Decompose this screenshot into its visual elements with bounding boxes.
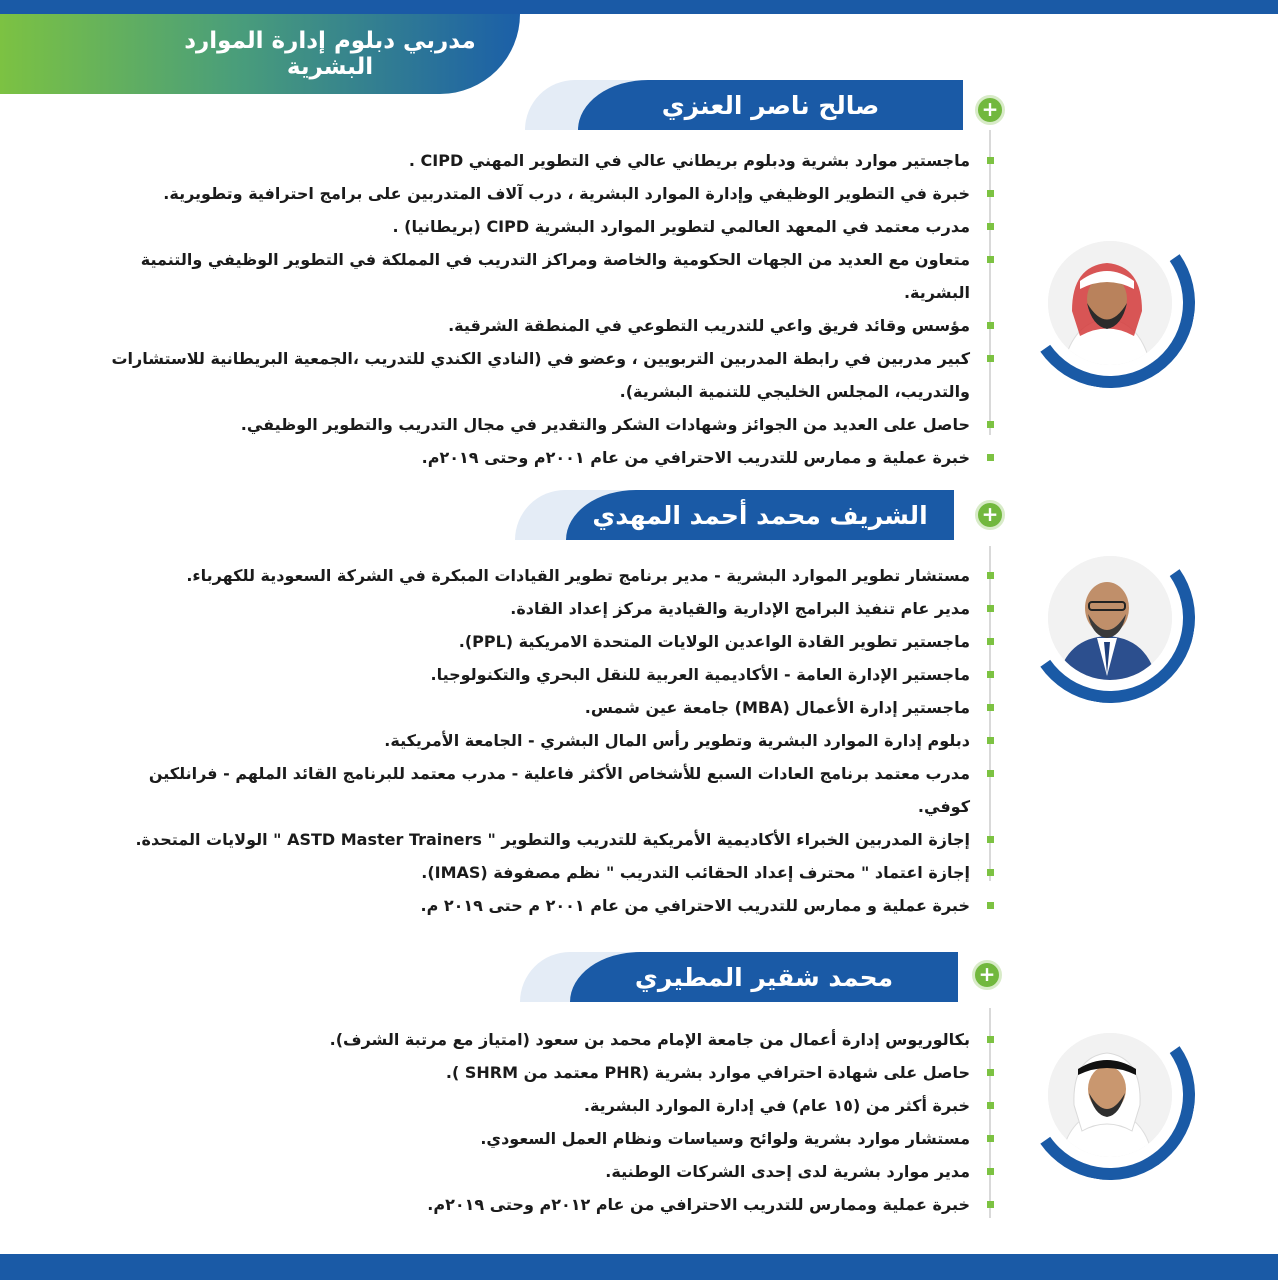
trainer-section-3 — [0, 950, 1278, 1230]
list-item: ماجستير تطوير القادة الواعدين الولايات المتحدة الامريكية (PPL). — [92, 625, 972, 658]
plus-icon: + — [972, 960, 1002, 990]
timeline-line — [989, 130, 991, 435]
list-item: مستشار موارد بشرية ولوائح وسياسات ونظام العمل السعودي. — [92, 1122, 972, 1155]
list-item: كبير مدربين في رابطة المدربين التربويين ، وعضو في (النادي الكندي للتدريب ،الجمعية البريطانية للاستشارات والتدريب، المجلس الخليجي للتنمية البشرية). — [92, 342, 972, 408]
trainer-name: الشريف محمد أحمد المهدي — [592, 500, 928, 530]
plus-icon: + — [975, 500, 1005, 530]
list-item: ماجستير الإدارة العامة - الأكاديمية العربية للنقل البحري والتكنولوجيا. — [92, 658, 972, 691]
list-item: ماجستير إدارة الأعمال (MBA) جامعة عين شمس. — [92, 691, 972, 724]
list-item: مدير عام تنفيذ البرامج الإدارية والقيادية مركز إعداد القادة. — [92, 592, 972, 625]
trainer-section-2 — [0, 488, 1278, 915]
qualification-list — [92, 144, 972, 474]
plus-icon: + — [975, 95, 1005, 125]
top-bar — [0, 0, 1278, 14]
list-item: مدرب معتمد في المعهد العالمي لتطوير الموارد البشرية CIPD (بريطانيا) . — [92, 210, 972, 243]
trainer-photo-frame — [1025, 218, 1195, 388]
list-item: خبرة أكثر من (١٥ عام) في إدارة الموارد البشرية. — [92, 1089, 972, 1122]
timeline-line — [989, 546, 991, 881]
list-item: خبرة عملية و ممارس للتدريب الاحترافي من عام ٢٠٠١ م حتى ٢٠١٩ م. — [92, 889, 972, 922]
trainer-name-banner — [578, 80, 963, 130]
list-item: مدير موارد بشرية لدى إحدى الشركات الوطنية. — [92, 1155, 972, 1188]
qualification-list — [92, 559, 972, 922]
trainer-name-banner — [566, 490, 954, 540]
list-item: مؤسس وقائد فريق واعي للتدريب التطوعي في المنطقة الشرقية. — [92, 309, 972, 342]
trainer-name-banner — [570, 952, 958, 1002]
list-item: حاصل على شهادة احترافي موارد بشرية (PHR معتمد من SHRM ). — [92, 1056, 972, 1089]
list-item: إجازة المدربين الخبراء الأكاديمية الأمريكية للتدريب والتطوير " ASTD Master Trainers " الولايات المتحدة. — [92, 823, 972, 856]
list-item: خبرة في التطوير الوظيفي وإدارة الموارد البشرية ، درب آلاف المتدربين على برامج احترافية وتطويرية. — [92, 177, 972, 210]
list-item: ماجستير موارد بشرية ودبلوم بريطاني عالي في التطوير المهني CIPD . — [92, 144, 972, 177]
trainer-photo-frame — [1025, 533, 1195, 703]
list-item: متعاون مع العديد من الجهات الحكومية والخاصة ومراكز التدريب في المملكة في التطوير الوظيفي والتنمية البشرية. — [92, 243, 972, 309]
list-item: دبلوم إدارة الموارد البشرية وتطوير رأس المال البشري - الجامعة الأمريكية. — [92, 724, 972, 757]
list-item: بكالوريوس إدارة أعمال من جامعة الإمام محمد بن سعود (امتياز مع مرتبة الشرف). — [92, 1023, 972, 1056]
list-item: خبرة عملية و ممارس للتدريب الاحترافي من عام ٢٠٠١م وحتى ٢٠١٩م. — [92, 441, 972, 474]
trainer-section-1 — [0, 78, 1278, 467]
page-title: مدربي دبلوم إدارة الموارد البشرية — [184, 28, 476, 80]
trainer-photo — [1045, 238, 1175, 368]
trainer-photo — [1045, 1030, 1175, 1160]
list-item: حاصل على العديد من الجوائز وشهادات الشكر والتقدير في مجال التدريب والتطوير الوظيفي. — [92, 408, 972, 441]
list-item: مدرب معتمد برنامج العادات السبع للأشخاص الأكثر فاعلية - مدرب معتمد للبرنامج القائد الملهم - فرانلكين كوفي. — [92, 757, 972, 823]
list-item: إجازة اعتماد " محترف إعداد الحقائب التدريب " نظم مصفوفة (IMAS). — [92, 856, 972, 889]
trainer-photo — [1045, 553, 1175, 683]
bottom-bar — [0, 1254, 1278, 1280]
trainer-photo-frame — [1025, 1010, 1195, 1180]
qualification-list — [92, 1023, 972, 1221]
list-item: مستشار تطوير الموارد البشرية - مدير برنامج تطوير القيادات المبكرة في الشركة السعودية للكهرباء. — [92, 559, 972, 592]
trainer-name: صالح ناصر العنزي — [661, 90, 880, 120]
list-item: خبرة عملية وممارس للتدريب الاحترافي من عام ٢٠١٢م وحتى ٢٠١٩م. — [92, 1188, 972, 1221]
trainer-name: محمد شقير المطيري — [634, 962, 894, 992]
